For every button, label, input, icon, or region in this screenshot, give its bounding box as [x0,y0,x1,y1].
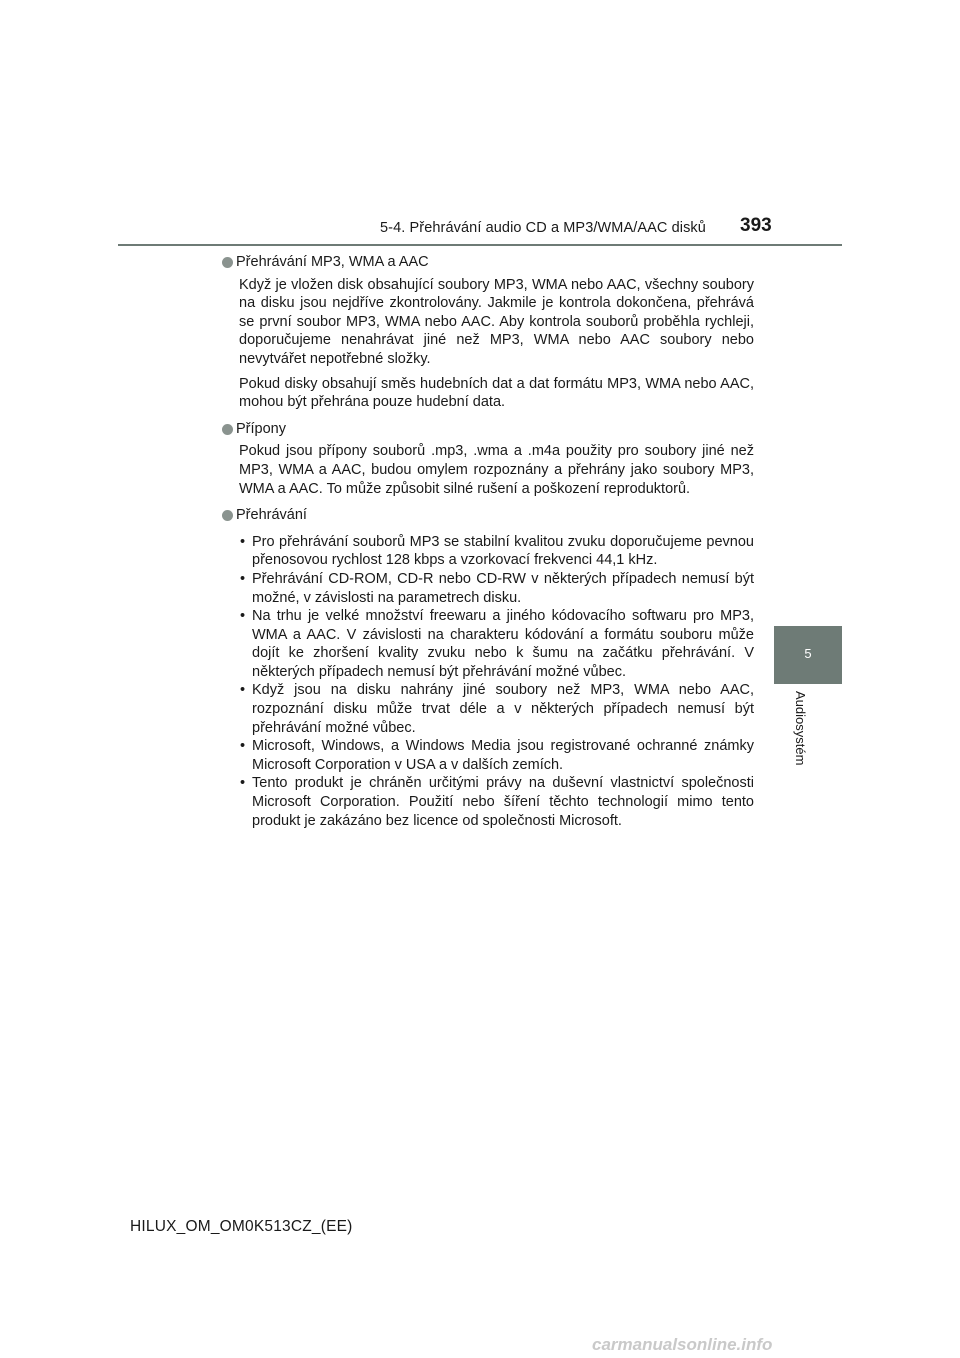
playback-list [239,533,754,831]
chapter-tab: 5 [774,626,842,684]
list-item: • Pro přehrávání souborů MP3 se stabilní kvalitou zvuku doporučujeme pevnou přenosovou rychlost 128 kbps a vzorkovací frekvenci 44,1 kHz. [240,533,754,569]
section-extensions [222,420,754,498]
header-rule [118,244,842,246]
watermark: carmanualsonline.info [592,1335,773,1354]
paragraph: Pokud disky obsahují směs hudebních dat a dat formátu MP3, WMA nebo AAC, mohou být přehrána pouze hudební data. [239,375,754,411]
section-playback [222,506,754,830]
content [222,253,754,838]
dot-icon: • [240,533,246,550]
bullet-icon [222,257,233,268]
paragraph: Pokud jsou přípony souborů .mp3, .wma a .m4a použity pro soubory jiné než MP3, WMA a AAC, budou omylem rozpoznány a přehrány jako soubory MP3, WMA a AAC. To může způsobit silné rušení a poškození reproduktorů. [239,443,754,497]
section-heading: Přehrávání MP3, WMA a AAC [222,253,754,272]
list-item: • Tento produkt je chráněn určitými právy na duševní vlastnictví společnosti Microsoft Corporation. Použití nebo šíření těchto technologií mimo tento produkt je zakázáno bez licence od společnosti Microsoft. [240,775,754,829]
list-item: • Když jsou na disku nahrány jiné soubory než MP3, WMA nebo AAC, rozpoznání disku může trvat déle a v některých případech nemusí být přehrávání možné vůbec. [240,682,754,736]
page-number: 393 [740,215,772,236]
bullet-icon [222,510,233,521]
bullet-icon [222,424,233,435]
section-heading: Přípony [222,420,754,439]
dot-icon: • [240,682,246,699]
dot-icon: • [240,608,246,625]
dot-icon: • [240,570,246,587]
list-item: • Na trhu je velké množství freewaru a jiného kódovacího softwaru pro MP3, WMA a AAC. V závislosti na charakteru kódování a formátu souboru může dojít ke zhoršení kvality zvuku nebo k šumu na začátku přehrávání. V některých případech nemusí být přehrávání možné vůbec. [240,608,754,680]
dot-icon: • [240,738,246,755]
footer-code: HILUX_OM_OM0K513CZ_(EE) [130,1218,353,1235]
paragraph: Když je vložen disk obsahující soubory MP3, WMA nebo AAC, všechny soubory na disku jsou nejdříve zkontrolovány. Jakmile je kontrola dokončena, přehrává se první soubor MP3, WMA nebo AAC. Aby kontrola souborů proběhla rychleji, doporučujeme nenahrávat jiné než MP3, WMA nebo AAC soubory nebo nevytvářet nepotřebné složky. [239,276,754,367]
section-mp3 [222,253,754,412]
list-item: • Přehrávání CD-ROM, CD-R nebo CD-RW v některých případech nemusí být možné, v závislosti na parametrech disku. [240,570,754,606]
header-title: 5-4. Přehrávání audio CD a MP3/WMA/AAC disků [380,220,706,236]
chapter-label: Audiosystém [793,691,808,766]
list-item: • Microsoft, Windows, a Windows Media jsou registrované ochranné známky Microsoft Corporation v USA a v dalších zemích. [240,738,754,773]
dot-icon: • [240,775,246,792]
section-heading: Přehrávání [222,506,754,525]
